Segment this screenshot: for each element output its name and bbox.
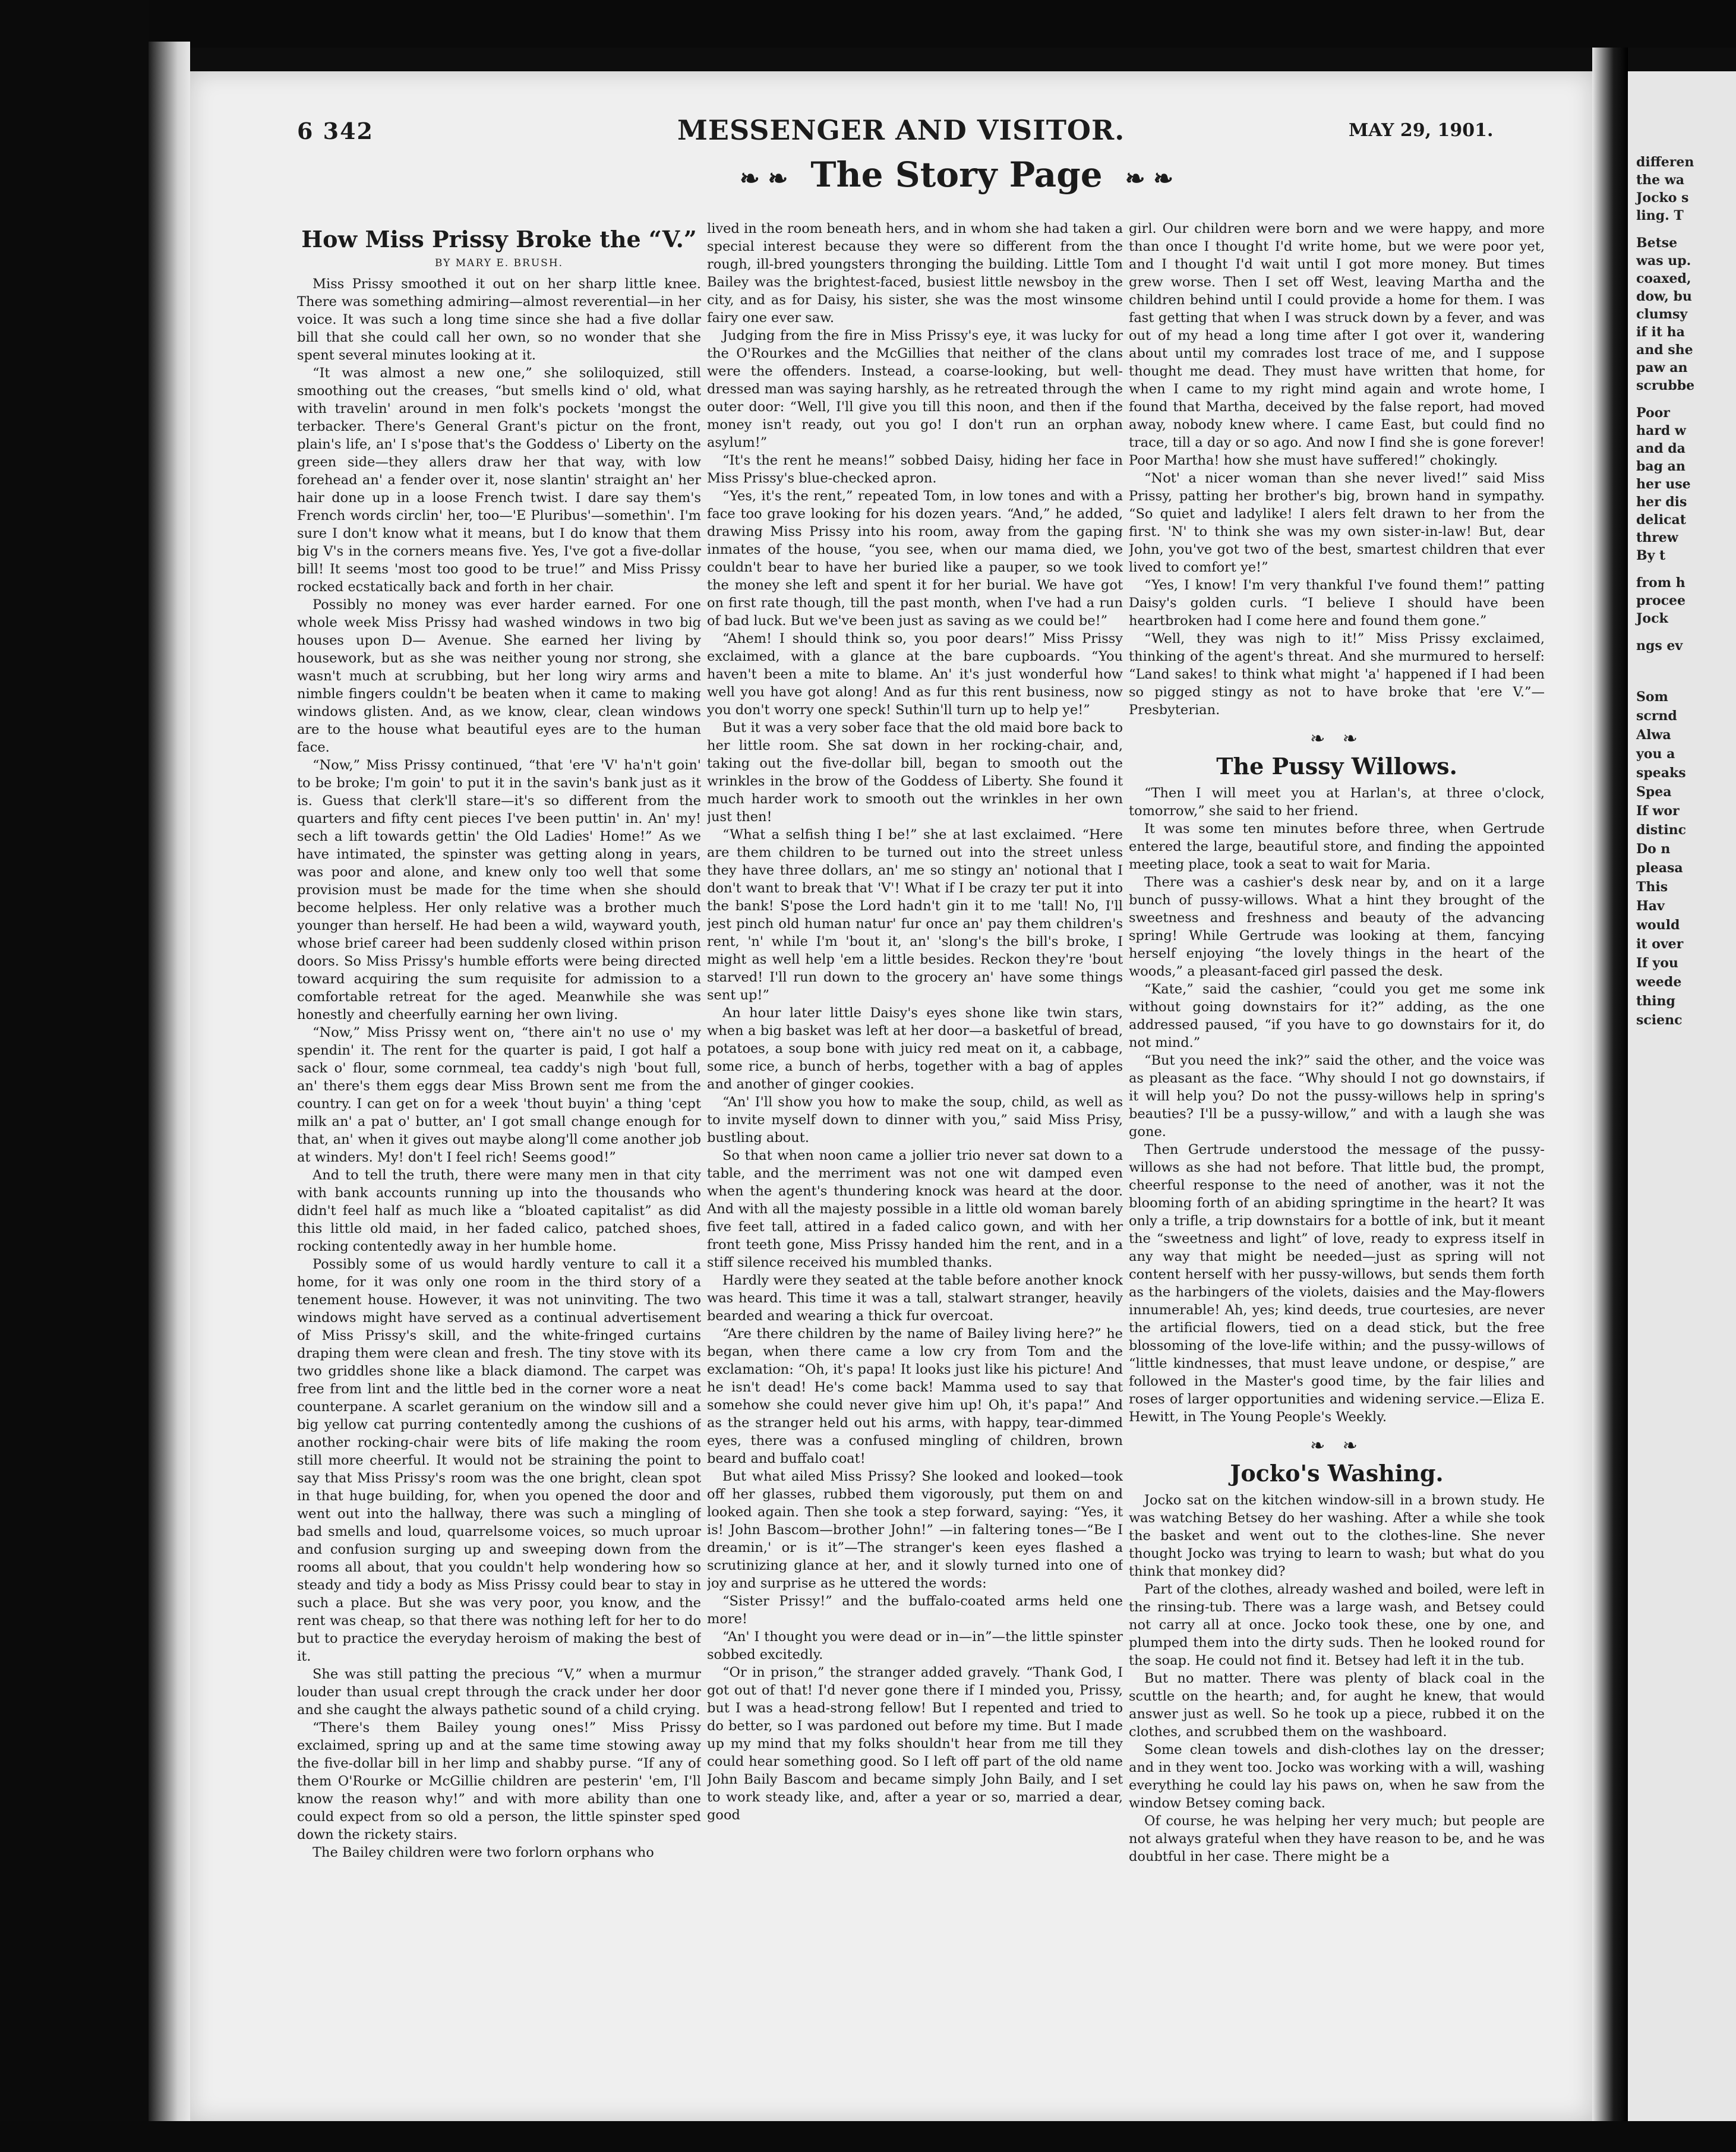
facing-page-text-fragment: scrnd xyxy=(1636,708,1677,724)
paragraph: But no matter. There was plenty of black coal in the scuttle on the hearth; and, for aught he knew, that would answer just as well. So he took up a piece, rubbed it on the clothes, and scrubbed them on the washboard. xyxy=(1129,1671,1545,1740)
story-title: The Pussy Willows. xyxy=(1216,753,1457,780)
page-gutter xyxy=(1592,48,1628,2152)
page-binding-edge xyxy=(149,42,190,2121)
paragraph: The Bailey children were two forlorn orphans who xyxy=(313,1845,654,1860)
facing-page-text-fragment: her dis xyxy=(1636,494,1687,510)
facing-page-text-fragment: threw xyxy=(1636,530,1678,545)
facing-page-text-fragment: procee xyxy=(1636,593,1686,608)
facing-page-text-fragment: bag an xyxy=(1636,459,1686,474)
paragraph: “Are there children by the name of Bailey living here?” he began, when there came a low cry from Tom and the exclamation: “Oh, it's papa! It looks just like his picture! And he isn't dead! He's come back! Mamma used to say that somehow she could never give him up! Oh, it's papa!” And as the stranger held out his arms, with happy, tear-dimmed eyes, there was a confused mingling of children, brown beard and buffalo coat! xyxy=(707,1326,1123,1466)
column-2 xyxy=(707,220,1123,2091)
paragraph: “An' I thought you were dead or in—in”—the little spinster sobbed excitedly. xyxy=(707,1629,1123,1662)
section-heading xyxy=(689,154,1224,195)
paragraph: Part of the clothes, already washed and boiled, were left in the rinsing-tub. There was a large wash, and Betsey could not carry all at once. Jocko took these, one by one, and plumped them into the dirty suds. Then he looked round for the soap. He could not find it. Betsey had left it in the tub. xyxy=(1129,1582,1545,1668)
scan-frame-top xyxy=(0,0,1736,48)
paragraph: “But you need the ink?” said the other, and the voice was as pleasant as the face. “Why should I not go downstairs, if it will help you? Do not the pussy-willows help in spring's beauties? I'll be a pussy-willow,” and with a laugh she was gone. xyxy=(1129,1053,1545,1140)
facing-page-text-fragment: Alwa xyxy=(1636,727,1671,743)
page-number: 6 342 xyxy=(297,118,374,144)
newspaper-page xyxy=(190,71,1592,2121)
facing-page-text-fragment: ngs ev xyxy=(1636,638,1683,654)
paragraph: “Kate,” said the cashier, “could you get me some ink without going downstairs for it?” adding, as the one addressed paused, “if you have to go downstairs for it, do not mind.” xyxy=(1129,982,1545,1050)
section-divider-ornament: ❧ ❧ xyxy=(1310,728,1363,749)
facing-page-text-fragment: would xyxy=(1636,917,1680,933)
paragraph: There was a cashier's desk near by, and on it a large bunch of pussy-willows. What a hint they brought of the sweetness and freshness and beauty of the advancing spring! While Gertrude was looking at them, fancying herself enjoying “the lovely things in the heart of the woods,” a pleasant-faced girl passed the desk. xyxy=(1129,875,1545,979)
facing-page-text-fragment: Hav xyxy=(1636,898,1665,914)
paragraph: Judging from the fire in Miss Prissy's eye, it was lucky for the O'Rourkes and the McGillies that neither of the clans were the offenders. Instead, a coarse-looking, but well-dressed man was saying harshly, as he retreated through the outer door: “Well, I'll give you till this noon, and then if the money isn't ready, out you go! I don't run an orphan asylum!” xyxy=(707,328,1123,450)
paragraph: But what ailed Miss Prissy? She looked and looked—took off her glasses, rubbed them vigorously, put them on and looked again. Then she took a step forward, saying: “Yes, it is! John Bascom—brother John!” —in faltering tones—“Be I dreamin,' or is it”—The stranger's keen eyes flashed a scrutinizing glance at her, and it slowly turned into one of joy and surprise as he uttered the words: xyxy=(707,1469,1123,1591)
paragraph: Possibly no money was ever harder earned. For one whole week Miss Prissy had washed windows in two big houses upon D— Avenue. She earned her living by housework, but as she was neither young nor strong, she wasn't much at scrubbing, but her long wiry arms and nimble fingers couldn't be beaten when it came to making windows glisten. And, as we know, clear, clean windows are to the house what beautiful eyes are to the human face. xyxy=(297,597,701,755)
paragraph: Hardly were they seated at the table before another knock was heard. This time it was a tall, stalwart stranger, heavily bearded and wearing a thick fur overcoat. xyxy=(707,1273,1123,1324)
publication-title: MESSENGER AND VISITOR. xyxy=(677,114,1125,146)
facing-page-text-fragment: Poor xyxy=(1636,405,1670,421)
issue-date: MAY 29, 1901. xyxy=(1349,120,1494,141)
facing-page-text-fragment: differen xyxy=(1636,154,1694,170)
paragraph: And to tell the truth, there were many men in that city with bank accounts running up into the thousands who didn't feel half as much like a “bloated capitalist” as did this little old maid, in her faded calico, patched shoes, rocking contentedly away in her humble home. xyxy=(297,1167,701,1254)
facing-page-text-fragment: and she xyxy=(1636,342,1693,358)
story-title: How Miss Prissy Broke the “V.” xyxy=(301,226,697,253)
facing-page-text-fragment: hard w xyxy=(1636,423,1686,438)
paragraph: Miss Prissy smoothed it out on her sharp little knee. There was something admiring—almost reverential—in her voice. It was such a long time since she had a five dollar bill that she could call her own, so no wonder that she spent several minutes looking at it. xyxy=(297,276,701,363)
facing-page-text-fragment: This xyxy=(1636,879,1668,895)
facing-page-text-fragment: If you xyxy=(1636,955,1678,971)
facing-page-text-fragment: and da xyxy=(1636,441,1686,456)
story-title: Jocko's Washing. xyxy=(1230,1460,1444,1487)
facing-page-text-fragment: Som xyxy=(1636,689,1668,705)
facing-page-text-fragment: speaks xyxy=(1636,765,1686,781)
paragraph: “Then I will meet you at Harlan's, at three o'clock, tomorrow,” she said to her friend. xyxy=(1129,785,1545,819)
paragraph: “There's them Bailey young ones!” Miss Prissy exclaimed, spring up and at the same time stowing away the five-dollar bill in her limp and shabby purse. “If any of them O'Rourke or McGillie children are pesterin' 'em, I'll know the reason why!” and with more ability than one could expect from so old a person, the little spinster sped down the rickety stairs. xyxy=(297,1720,701,1842)
paragraph: So that when noon came a jollier trio never sat down to a table, and the merriment was not one wit damped even when the agent's thundering knock was heard at the door. And with all the majesty possible in a little old woman barely five feet tall, attired in a faded calico gown, and with her front teeth gone, Miss Prissy handed him the rent, and in a stiff silence received his mumbled thanks. xyxy=(707,1148,1123,1270)
paragraph: “Yes, I know! I'm very thankful I've found them!” patting Daisy's golden curls. “I believe I should have been heartbroken had I come here and found them gone.” xyxy=(1129,578,1545,629)
facing-page-text-fragment: her use xyxy=(1636,477,1691,492)
paragraph: An hour later little Daisy's eyes shone like twin stars, when a big basket was left at her door—a basketful of bread, potatoes, a soup bone with juicy red meat on it, a cabbage, some rice, a bunch of herbs, together with a bag of apples and another of ginger cookies. xyxy=(707,1005,1123,1092)
facing-page-text-fragment: distinc xyxy=(1636,822,1687,838)
facing-page-text-fragment: you a xyxy=(1636,746,1675,762)
facing-page-text-fragment: coaxed, xyxy=(1636,271,1691,286)
facing-page-text-fragment: Jocko s xyxy=(1636,190,1689,206)
facing-page-text-fragment: it over xyxy=(1636,936,1684,952)
paragraph: “Now,” Miss Prissy went on, “there ain't no use o' my spendin' it. The rent for the quarter is paid, I got half a sack o' flour, some cornmeal, tea caddy's nigh 'bout full, an' there's them eggs dear Miss Brown sent me from the country. I can get on for a week 'thout buyin' a thing 'cept milk an' a pat o' butter, an' I got small change enough for that, an' when it gives out maybe along'll come another job at winders. My! don't I feel rich! Seems good!” xyxy=(297,1025,701,1165)
paragraph: Of course, he was helping her very much; but people are not always grateful when they have reason to be, and he was doubtful in her case. There might be a xyxy=(1129,1813,1545,1864)
facing-page-text-fragment: By t xyxy=(1636,548,1666,563)
facing-page-text-fragment: Jock xyxy=(1636,611,1668,626)
paragraph: But it was a very sober face that the old maid bore back to her little room. She sat down in her rocking-chair, and, taking out the five-dollar bill, began to smooth out the wrinkles in the brow of the Goddess of Liberty. She found it much harder work to smooth out the wrinkles in her own just then! xyxy=(707,720,1123,825)
paragraph: Then Gertrude understood the message of the pussy-willows as she had not before. That little bud, the prompt, cheerful response to the need of another, was it not the blooming forth of an abiding springtime in the heart? It was only a trifle, a trip downstairs for a bottle of ink, but it meant the “sweetness and light” of love, ready to express itself in any way that might be needed—just as spring will not content herself with her pussy-willows, but sends them forth as the harbingers of the violets, daisies and the May-flowers innumerable! Ah, yes; kind deeds, true courtesies, are never the artificial flowers, tied on a dead stick, but the free blossoming of the love-life within; and the pussy-willows of “little kindnesses, that must leave undone, or despise,” are followed in the Master's good time, by the fair lilies and roses of larger opportunities and widening service.—Eliza E. Hewitt, in The Young People's Weekly. xyxy=(1129,1142,1545,1425)
paragraph: “It was almost a new one,” she soliloquized, still smoothing out the creases, “but smells kind o' old, what with travelin' around in men folk's pockets 'mongst the terbacker. There's General Grant's pictur on the front, plain's life, an' I s'pose that's the Goddess o' Liberty on the green side—they allers draw her that way, with low forehead an' a fender over it, nose slantin' straight an' her hair done up in a loose French twist. I dare say them's French words circlin' her, too—'E Pluribus'—somethin'. I'm sure I don't know what it means, but I do know that them big V's in the corners means five. Yes, I've got a five-dollar bill! It seems 'most too good to be true!” and Miss Prissy rocked ecstatically back and forth in her chair. xyxy=(297,365,701,595)
facing-page-text-fragment: scienc xyxy=(1636,1012,1683,1028)
facing-page-text-fragment: from h xyxy=(1636,575,1686,591)
facing-page-text-fragment: was up. xyxy=(1636,253,1691,269)
paragraph: Possibly some of us would hardly venture to call it a home, for it was only one room in the third story of a tenement house. However, it was not uninviting. The two windows might have served as a continual advertisement of Miss Prissy's skill, and the white-fringed curtains draping them were clean and fresh. The tiny stove with its two griddles shone like a black diamond. The carpet was free from lint and the little bed in the corner wore a neat counterpane. A scarlet geranium on the window sill and a big yellow cat purring contentedly among the cushions of another rocking-chair were bits of life making the room still more cheerful. It would not be straining the point to say that Miss Prissy's room was the one bright, clean spot in that huge building, for, when you opened the door and went out into the hallway, there was such a mingling of bad smells and loud, quarrelsome voices, so much uproar and confusion surging up and sweeping down from the rooms all about, that you couldn't help wondering how so steady and tidy a body as Miss Prissy could bear to stay in such a place. But she was very poor, you know, and the rent was cheap, so that there was nothing left for her to do but to practice the everyday heroism of making the best of it. xyxy=(297,1257,701,1664)
section-divider-ornament: ❧ ❧ xyxy=(1310,1435,1363,1456)
facing-page-text-fragment: if it ha xyxy=(1636,324,1685,340)
facing-page-text-fragment: weede xyxy=(1636,974,1682,990)
paragraph: “Ahem! I should think so, you poor dears!” Miss Prissy exclaimed, with a glance at the bare cupboards. “You haven't been a mite to blame. An' it's just wonderful how well you have got along! And as fur this rent business, now you don't worry one speck! Suthin'll turn up to help ye!” xyxy=(707,631,1123,718)
paragraph: It was some ten minutes before three, when Gertrude entered the large, beautiful store, and finding the appointed meeting place, took a seat to wait for Maria. xyxy=(1129,821,1545,872)
section-title: The Story Page xyxy=(810,154,1103,195)
facing-page-text-fragment: Betse xyxy=(1636,235,1678,251)
paragraph: lived in the room beneath hers, and in whom she had taken a special interest because they were so different from the rough, ill-bred youngsters thronging the building. Little Tom Bailey was the brightest-faced, busiest little newsboy in the city, and as for Daisy, his sister, she was the most winsome fairy one ever saw. xyxy=(707,221,1123,326)
paragraph: Jocko sat on the kitchen window-sill in a brown study. He was watching Betsey do her washing. After a while she took the basket and went out to the clothes-line. She never thought Jocko was trying to learn to wash; but what do you think that monkey did? xyxy=(1129,1492,1545,1579)
facing-page-text-fragment: Do n xyxy=(1636,841,1671,857)
paragraph: girl. Our children were born and we were happy, and more than once I thought I'd write home, but we were poor yet, and I thought I'd wait until I got more money. But times grew worse. Then I set off West, leaving Martha and the children behind until I could provide a home for them. I was fast getting that when I was struck down by a fever, and was out of my head a long time after I got over it, wandering about until my comrades lost trace of me, and I suppose thought me dead. They must have written that home, for when I came to my right mind again and wrote home, I found that Martha, deceived by the false report, had moved away, nobody knew where. I came East, but could find no trace, till a day or so ago. And now I find she is gone forever! Poor Martha! how she must have suffered!” chokingly. xyxy=(1129,221,1545,468)
paragraph: Some clean towels and dish-clothes lay on the dresser; and in they went too. Jocko was working with a will, washing everything he could lay his paws on, when he saw from the window Betsey coming back. xyxy=(1129,1742,1545,1811)
paragraph: “Sister Prissy!” and the buffalo-coated arms held one more! xyxy=(707,1594,1123,1627)
column-3 xyxy=(1129,220,1545,2091)
scan-frame-bottom xyxy=(0,2121,1736,2152)
paragraph: “It's the rent he means!” sobbed Daisy, hiding her face in Miss Prissy's blue-checked apron. xyxy=(707,453,1123,486)
paragraph: “Or in prison,” the stranger added gravely. “Thank God, I got out of that! I'd never gone there if I minded you, Prissy, but I was a head-strong fellow! But I repented and tried to do better, so I was pardoned out before my time. But I made up my mind that my folks shouldn't hear from me till they could hear something good. So I left off part of the old name John Baily Bascom and became simply John Baily, and I set to work steady like, and, after a year or so, married a dear, good xyxy=(707,1665,1123,1823)
facing-page-text-fragment: paw an xyxy=(1636,360,1688,376)
leaf-ornament-icon: ❧ ❧ xyxy=(740,165,788,193)
story-byline: BY MARY E. BRUSH. xyxy=(434,257,564,269)
paragraph: “Well, they was nigh to it!” Miss Prissy exclaimed, thinking of the agent's threat. And she murmured to herself: “Land sakes! to think what might 'a' happened if I had been so pigged stingy as not to have broke that 'ere V.”—Presbyterian. xyxy=(1129,631,1545,718)
paragraph: “What a selfish thing I be!” she at last exclaimed. “Here are them children to be turned out into the street unless they have three dollars, an' me so stingy an' notional that I don't want to break that 'V'! What if I be crazy ter put it into the bank! S'pose the Lord hadn't gin it to me 'tall! No, I'll jest pinch old human natur' fur once an' pay them children's rent, 'n' while I'm 'bout it, an' 'slong's the bill's broke, I might as well help 'em a little besides. Reckon they're 'bout starved! I'll run down to the grocery an' have some things sent up!” xyxy=(707,827,1123,1003)
paragraph: “An' I'll show you how to make the soup, child, as well as to invite myself down to dinner with you,” said Miss Prisy, bustling about. xyxy=(707,1094,1123,1146)
facing-page-fragment xyxy=(1628,71,1736,2121)
scan-frame-left xyxy=(0,0,149,2152)
column-1 xyxy=(297,226,701,2097)
facing-page-text-fragment: If wor xyxy=(1636,803,1680,819)
facing-page-text-fragment: ling. T xyxy=(1636,208,1684,223)
paragraph: “Now,” Miss Prissy continued, “that 'ere 'V' ha'n't goin' to be broke; I'm goin' to put it in the savin's bank just as it is. Guess that clerk'll stare—it's so different from the quarters and fifty cent pieces I've been puttin' in. An' my! sech a lift towards gettin' the Old Ladies' Home!” As we have intimated, the spinster was getting along in years, was poor and alone, and knew only too well that some provision must be made for the time when she should become helpless. Her only relative was a brother much younger than herself. He had been a wild, wayward youth, whose brief career had been suddenly closed within prison doors. So Miss Prissy's humble efforts were being directed toward acquiring the sum requisite for admission to a comfortable retreat for the aged. Meanwhile she was honestly and cheerfully earning her own living. xyxy=(297,758,701,1023)
paragraph: “Not' a nicer woman than she never lived!” said Miss Prissy, patting her brother's big, brown hand in sympathy. “So quiet and ladylike! I alers felt drawn to her from the first. 'N' to think she was my own sister-in-law! But, dear John, you've got two of the best, smartest children that ever lived to comfort ye!” xyxy=(1129,471,1545,575)
leaf-ornament-icon: ❧ ❧ xyxy=(1125,165,1173,193)
facing-page-text-fragment: thing xyxy=(1636,993,1675,1009)
paragraph: She was still patting the precious “V,” when a murmur louder than usual crept through the crack under her door and she caught the always pathetic sound of a child crying. xyxy=(297,1667,701,1718)
facing-page-text-fragment: scrubbe xyxy=(1636,378,1695,393)
facing-page-text-fragment: dow, bu xyxy=(1636,289,1692,304)
facing-page-text-fragment: the wa xyxy=(1636,172,1685,188)
facing-page-text-fragment: clumsy xyxy=(1636,307,1688,322)
paragraph: “Yes, it's the rent,” repeated Tom, in low tones and with a face too grave looking for his dozen years. “And,” he added, drawing Miss Prissy into his room, away from the gaping inmates of the house, “you see, when our mama died, we couldn't bear to have her buried like a pauper, so we took the money she left and spent it for her burial. We have got on first rate though, till the past month, when I've had a run of bad luck. But we've been just as saving as we could be!” xyxy=(707,488,1123,629)
facing-page-text-fragment: pleasa xyxy=(1636,860,1683,876)
facing-page-text-fragment: delicat xyxy=(1636,512,1686,528)
facing-page-text-fragment: Spea xyxy=(1636,784,1672,800)
